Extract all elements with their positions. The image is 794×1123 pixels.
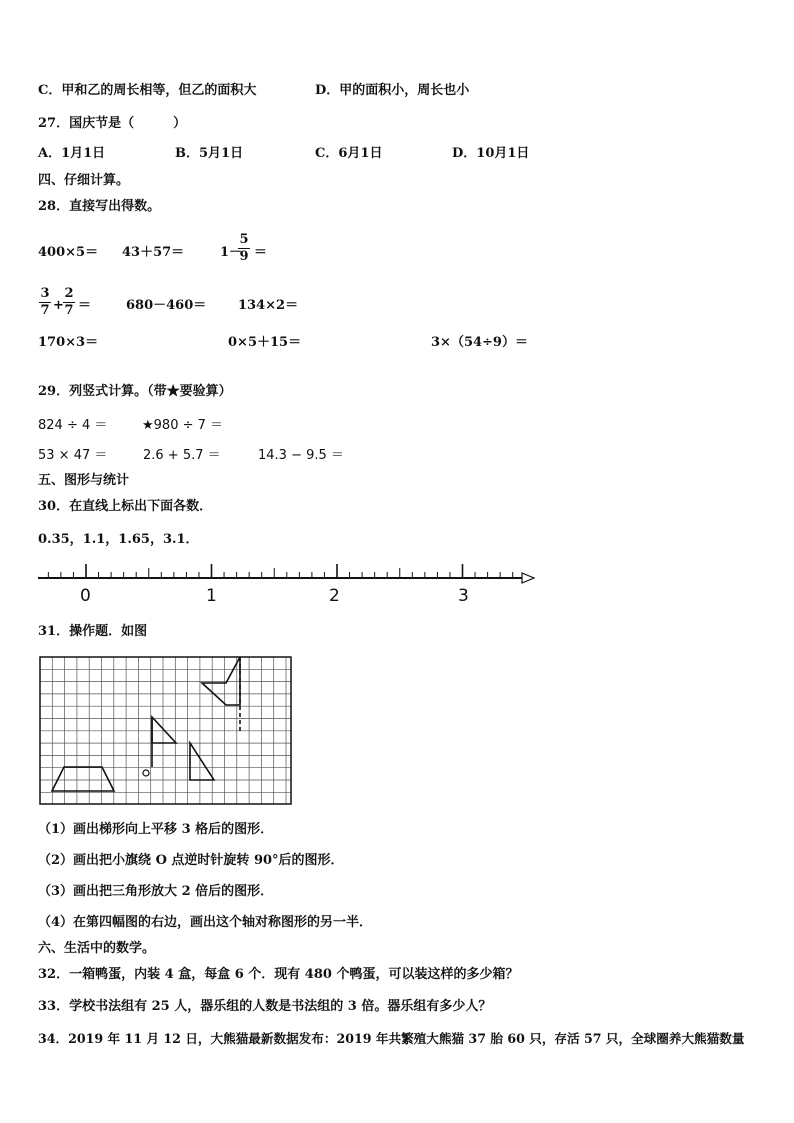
q28-stem: 28．直接写出得数。 <box>38 199 161 214</box>
trapezoid-shape <box>52 767 114 791</box>
q27-option-a: A．1月1日 <box>38 146 106 161</box>
number-line-arrow <box>522 573 534 583</box>
q28-item-4-denominator-1: 7 <box>40 303 50 318</box>
flag-shape <box>152 717 176 743</box>
q28-item-3-prefix: 1－ <box>220 245 243 260</box>
q28-item-3-denominator: 9 <box>239 249 249 264</box>
q31-task-4: （4）在第四幅图的右边，画出这个轴对称图形的另一半． <box>38 915 373 930</box>
q29-stem: 29．列竖式计算。（带★要验算） <box>38 384 232 399</box>
q33-text: 33．学校书法组有 25 人，器乐组的人数是书法组的 3 倍。器乐组有多少人？ <box>38 999 492 1014</box>
q31-grid-figure <box>40 657 292 805</box>
q29-item-4: 2.6 + 5.7 ＝ <box>143 448 221 463</box>
q31-task-3: （3）画出把三角形放大 2 倍后的图形． <box>38 884 274 899</box>
q32-text: 32．一箱鸭蛋，内装 4 盒，每盒 6 个．现有 480 个鸭蛋，可以装这样的多少箱？ <box>38 967 519 982</box>
q28-item-9: 3×（54÷9）＝ <box>431 335 528 350</box>
q27-stem: 27．国庆节是（ ） <box>38 116 187 131</box>
q29-item-2: ★980 ÷ 7 ＝ <box>142 418 224 433</box>
q27-option-c: C．6月1日 <box>315 146 383 161</box>
q28-item-7: 170×3＝ <box>38 335 99 350</box>
triangle-shape <box>190 743 214 780</box>
symmetric-half-shape <box>202 657 240 705</box>
q28-item-2: 43＋57＝ <box>122 245 185 260</box>
q29-item-5: 14.3 − 9.5 ＝ <box>258 448 344 463</box>
q28-item-4-equals: ＝ <box>78 298 92 313</box>
tick-label-2: 2 <box>329 586 340 606</box>
section-4-heading: 四、仔细计算。 <box>38 173 130 188</box>
q28-item-4-numerator-2: 2 <box>64 286 74 301</box>
q27-option-d: D．10月1日 <box>452 146 530 161</box>
q31-task-1: （1）画出梯形向上平移 3 格后的图形． <box>38 822 274 837</box>
q26-option-c: C．甲和乙的周长相等，但乙的面积大 <box>38 83 257 98</box>
q31-stem: 31．操作题．如图 <box>38 624 148 639</box>
q28-item-3-fraction <box>238 233 250 264</box>
section-5-heading: 五、图形与统计 <box>38 473 130 488</box>
q26-option-d: D．甲的面积小，周长也小 <box>315 83 470 98</box>
tick-label-0: 0 <box>80 586 91 606</box>
q29-item-1: 824 ÷ 4 ＝ <box>38 418 108 433</box>
q31-task-2: （2）画出把小旗绕 O 点逆时针旋转 90°后的图形． <box>38 853 344 868</box>
tick-label-3: 3 <box>458 586 469 606</box>
q27-option-b: B．5月1日 <box>175 146 244 161</box>
point-o-label <box>140 766 141 782</box>
q28-item-4-denominator-2: 7 <box>64 303 74 318</box>
q28-item-3-suffix: ＝ <box>254 245 268 260</box>
point-o-marker <box>143 770 149 776</box>
q28-item-8: 0×5＋15＝ <box>228 335 302 350</box>
q28-item-6: 134×2＝ <box>238 298 299 313</box>
q28-item-3-numerator: 5 <box>239 232 249 247</box>
q30-numbers: 0.35，1.1，1.65，3.1． <box>38 532 199 547</box>
q28-item-4-fraction-2 <box>63 287 75 318</box>
q28-item-4-fraction-1 <box>39 287 51 318</box>
section-6-heading: 六、生活中的数学。 <box>38 941 156 956</box>
q28-item-5: 680－460＝ <box>126 298 207 313</box>
q30-stem: 30．在直线上标出下面各数． <box>38 499 213 514</box>
q34-text: 34．2019 年 11 月 12 日，大熊猫最新数据发布：2019 年共繁殖大熊猫 37 胎 60 只，存活 57 只，全球圈养大熊猫数量 <box>38 1031 745 1046</box>
q28-item-1: 400×5＝ <box>38 245 99 260</box>
q29-item-3: 53 × 47 ＝ <box>38 448 108 463</box>
tick-label-1: 1 <box>206 586 217 606</box>
q28-item-4-numerator-1: 3 <box>40 286 50 301</box>
q28-item-4-plus: + <box>53 298 64 313</box>
